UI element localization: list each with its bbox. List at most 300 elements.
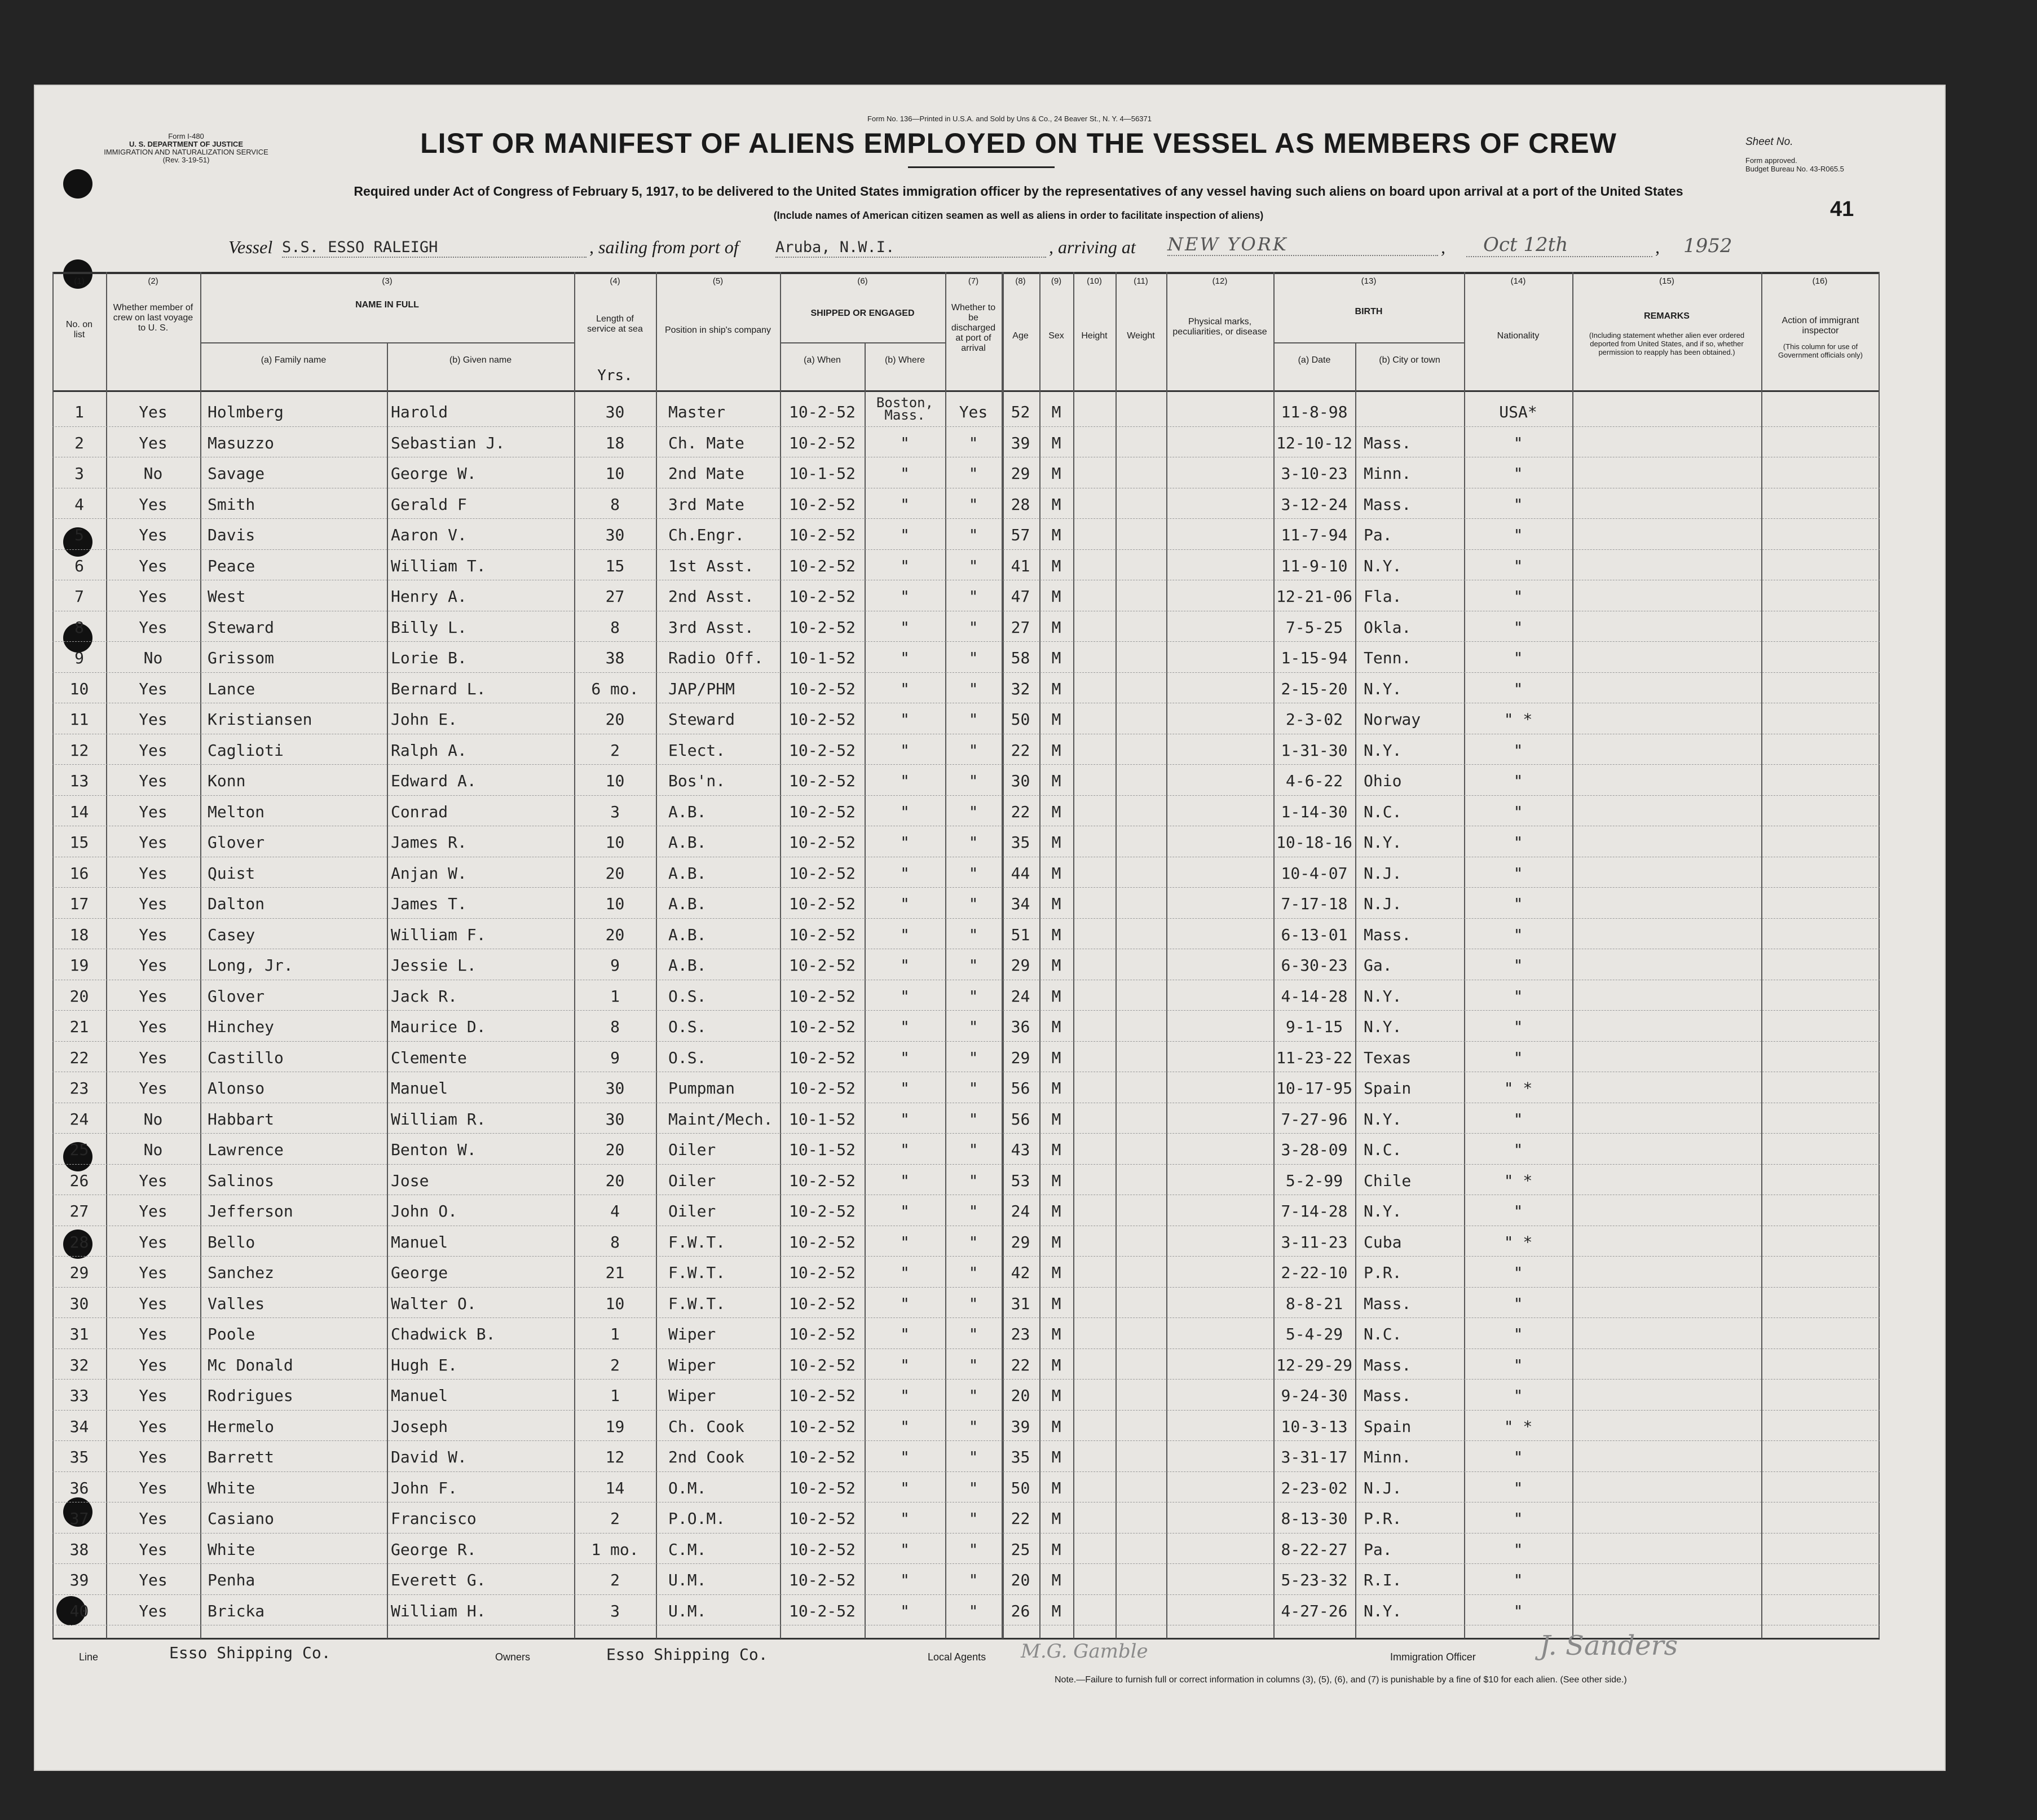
cell-service: 1: [610, 986, 620, 1006]
cell-bdate: 2-22-10: [1281, 1263, 1348, 1282]
cell-age: 56: [1011, 1109, 1030, 1129]
cell-disch: ": [968, 1417, 978, 1436]
cell-no: 18: [69, 925, 89, 944]
cell-disch: ": [968, 1263, 978, 1282]
cell-nat: ": [1513, 495, 1523, 514]
cell-no: 9: [74, 649, 84, 667]
header-shipped-engaged: SHIPPED OR ENGAGED: [810, 309, 915, 318]
row-rule: [52, 764, 1880, 765]
cell-bcity: N.Y.: [1364, 741, 1402, 760]
cell-nat: ": [1513, 464, 1523, 483]
cell-bdate: 10-17-95: [1276, 1079, 1352, 1098]
cell-bdate: 11-7-94: [1281, 526, 1348, 544]
cell-no: 37: [69, 1509, 89, 1528]
cell-given: George R.: [391, 1540, 477, 1559]
cell-age: 26: [1011, 1601, 1030, 1620]
cell-service: 12: [605, 1448, 625, 1466]
cell-prev: Yes: [139, 1540, 167, 1559]
col-number: (11): [1134, 276, 1148, 286]
cell-age: 57: [1011, 526, 1030, 544]
cell-no: 34: [69, 1417, 89, 1436]
cell-disch: ": [968, 495, 978, 514]
cell-bdate: 10-18-16: [1276, 833, 1352, 852]
cell-bdate: 6-30-23: [1281, 956, 1348, 975]
cell-position: 2nd Mate: [668, 464, 744, 483]
cell-family: Casiano: [208, 1509, 275, 1528]
cell-no: 22: [69, 1048, 89, 1067]
cell-given: Harold: [391, 403, 448, 421]
cell-when: 10-2-52: [788, 1325, 856, 1343]
cell-bdate: 8-8-21: [1285, 1294, 1343, 1313]
cell-given: Jack R.: [391, 986, 458, 1006]
cell-service: 8: [610, 618, 620, 637]
cell-bcity: Norway: [1364, 710, 1421, 729]
cell-no: 35: [69, 1448, 89, 1466]
cell-no: 28: [69, 1232, 89, 1251]
sailing-label: , sailing from port of: [589, 237, 739, 257]
header-name-in-full: NAME IN FULL: [355, 300, 419, 310]
col-number: (2): [148, 276, 158, 286]
cell-sex: M: [1051, 1140, 1061, 1159]
cell-bcity: P.R.: [1364, 1263, 1402, 1282]
col-line: [1879, 272, 1880, 1638]
cell-when: 10-2-52: [788, 1079, 856, 1098]
cell-when: 10-2-52: [788, 894, 856, 913]
cell-when: 10-2-52: [788, 1294, 856, 1313]
cell-prev: Yes: [139, 1478, 167, 1497]
cell-where: ": [900, 587, 910, 606]
cell-disch: ": [968, 526, 978, 544]
title-rule: [908, 166, 1055, 168]
cell-disch: ": [968, 1355, 978, 1374]
row-rule: [52, 1164, 1880, 1165]
cell-disch: ": [968, 1048, 978, 1067]
cell-prev: Yes: [139, 1417, 167, 1436]
cell-bcity: Texas: [1364, 1048, 1412, 1067]
cell-position: Wiper: [668, 1386, 716, 1405]
cell-where: ": [900, 526, 910, 544]
cell-service: 2: [610, 1509, 620, 1528]
cell-no: 11: [69, 710, 89, 729]
cell-given: Billy L.: [391, 618, 467, 637]
cell-given: Lorie B.: [391, 649, 467, 667]
cell-sex: M: [1051, 556, 1061, 575]
row-rule: [52, 1440, 1880, 1441]
cell-disch: ": [968, 1601, 978, 1620]
cell-family: Jefferson: [208, 1202, 293, 1220]
cell-bdate: 2-23-02: [1281, 1478, 1348, 1497]
cell-disch: ": [968, 1079, 978, 1098]
cell-family: Lawrence: [208, 1140, 284, 1159]
header-prev-voyage: Whether member of crew on last voyage to U. S.: [113, 303, 193, 333]
cell-bcity: Ohio: [1364, 772, 1402, 790]
cell-service: 27: [605, 587, 625, 606]
cell-bdate: 2-15-20: [1281, 679, 1348, 698]
cell-sex: M: [1051, 710, 1061, 729]
cell-given: Manuel: [391, 1386, 448, 1405]
cell-bcity: N.Y.: [1364, 1109, 1402, 1129]
cell-age: 35: [1011, 833, 1030, 852]
cell-no: 30: [69, 1294, 89, 1313]
cell-disch: ": [968, 1386, 978, 1405]
cell-no: 32: [69, 1355, 89, 1374]
cell-position: O.M.: [668, 1478, 707, 1497]
cell-disch: ": [968, 1202, 978, 1220]
year-field: [1683, 235, 1732, 257]
subtitle: Required under Act of Congress of February 5, 1917, to be delivered to the United States immigration officer by the representatives of any vessel having such aliens on board upon arrival at a port of the United States: [354, 184, 1683, 199]
cell-position: Wiper: [668, 1325, 716, 1343]
cell-position: Ch. Mate: [668, 433, 744, 452]
row-rule: [52, 1471, 1880, 1472]
header-yrs: Yrs.: [597, 367, 633, 384]
cell-position: A.B.: [668, 802, 707, 821]
cell-where: ": [900, 1386, 910, 1405]
cell-nat: ": [1513, 802, 1523, 821]
cell-given: Aaron V.: [391, 526, 467, 544]
cell-disch: ": [968, 1571, 978, 1589]
cell-bdate: 12-21-06: [1276, 587, 1352, 606]
cell-sex: M: [1051, 1478, 1061, 1497]
row-rule: [52, 641, 1880, 642]
cell-prev: Yes: [139, 710, 167, 729]
comma: ,: [1655, 237, 1660, 257]
cell-family: Hinchey: [208, 1017, 275, 1036]
header-physical-marks: Physical marks, peculiarities, or disease: [1172, 317, 1267, 337]
cell-position: A.B.: [668, 863, 707, 883]
cell-disch: ": [968, 1294, 978, 1313]
cell-bcity: Tenn.: [1364, 649, 1412, 667]
cell-disch: ": [968, 464, 978, 483]
cell-sex: M: [1051, 956, 1061, 975]
cell-no: 14: [69, 802, 89, 821]
cell-prev: Yes: [139, 1448, 167, 1466]
cell-position: U.M.: [668, 1601, 707, 1620]
cell-bcity: N.Y.: [1364, 1601, 1402, 1620]
cell-when: 10-2-52: [788, 925, 856, 944]
cell-nat: ": [1513, 587, 1523, 606]
cell-disch: ": [968, 679, 978, 698]
port-to: NEW YORK: [1167, 233, 1288, 255]
cell-bcity: N.Y.: [1364, 679, 1402, 698]
cell-nat: ": [1513, 1601, 1523, 1620]
cell-family: Rodrigues: [208, 1386, 293, 1405]
arrival-date-field: [1466, 233, 1652, 257]
cell-bcity: N.J.: [1364, 863, 1402, 883]
cell-age: 31: [1011, 1294, 1030, 1313]
cell-nat: " *: [1504, 1417, 1533, 1436]
cell-bcity: Spain: [1364, 1079, 1412, 1098]
cell-sex: M: [1051, 403, 1061, 421]
cell-no: 4: [74, 495, 84, 514]
cell-disch: ": [968, 741, 978, 760]
cell-sex: M: [1051, 526, 1061, 544]
cell-when: 10-2-52: [788, 679, 856, 698]
cell-age: 29: [1011, 1232, 1030, 1251]
cell-position: U.M.: [668, 1571, 707, 1589]
cell-position: Maint/Mech.: [668, 1109, 773, 1129]
cell-nat: ": [1513, 526, 1523, 544]
cell-disch: Yes: [959, 403, 988, 421]
cell-family: Poole: [208, 1325, 255, 1343]
subtitle-note: (Include names of American citizen seamen as well as aliens in order to facilitate inspection of aliens): [773, 210, 1264, 221]
cell-disch: ": [968, 956, 978, 975]
cell-when: 10-2-52: [788, 1417, 856, 1436]
cell-service: 10: [605, 772, 625, 790]
cell-bdate: 9-24-30: [1281, 1386, 1348, 1405]
cell-where: ": [900, 710, 910, 729]
cell-no: 29: [69, 1263, 89, 1282]
cell-position: 2nd Asst.: [668, 587, 754, 606]
cell-position: Pumpman: [668, 1079, 735, 1098]
cell-no: 36: [69, 1478, 89, 1497]
cell-prev: Yes: [139, 863, 167, 883]
cell-position: A.B.: [668, 833, 707, 852]
cell-nat: ": [1513, 1109, 1523, 1129]
cell-position: O.S.: [668, 1017, 707, 1036]
cell-bdate: 3-12-24: [1281, 495, 1348, 514]
col-line: [1073, 272, 1074, 1638]
cell-bdate: 10-4-07: [1281, 863, 1348, 883]
cell-sex: M: [1051, 1048, 1061, 1067]
cell-service: 20: [605, 925, 625, 944]
cell-bdate: 7-17-18: [1281, 894, 1348, 913]
cell-sex: M: [1051, 1601, 1061, 1620]
cell-disch: ": [968, 556, 978, 575]
cell-disch: ": [968, 986, 978, 1006]
cell-no: 31: [69, 1325, 89, 1343]
cell-disch: ": [968, 1017, 978, 1036]
cell-age: 50: [1011, 710, 1030, 729]
row-rule: [52, 1379, 1880, 1380]
row-rule: [52, 1041, 1880, 1042]
cell-bdate: 4-6-22: [1285, 772, 1343, 790]
col-number: (16): [1812, 276, 1828, 286]
cell-when: 10-1-52: [788, 1140, 856, 1159]
row-rule: [52, 1410, 1880, 1411]
cell-family: Steward: [208, 618, 275, 637]
row-rule: [52, 1563, 1880, 1564]
cell-disch: ": [968, 1232, 978, 1251]
cell-bcity: N.Y.: [1364, 556, 1402, 575]
cell-service: 20: [605, 1171, 625, 1190]
cell-nat: ": [1513, 956, 1523, 975]
cell-given: Clemente: [391, 1048, 467, 1067]
cell-bdate: 8-13-30: [1281, 1509, 1348, 1528]
cell-position: A.B.: [668, 956, 707, 975]
cell-bdate: 3-10-23: [1281, 464, 1348, 483]
cell-bcity: N.Y.: [1364, 986, 1402, 1006]
cell-when: 10-2-52: [788, 403, 856, 421]
cell-service: 14: [605, 1478, 625, 1497]
cell-prev: Yes: [139, 1171, 167, 1190]
cell-prev: Yes: [139, 1202, 167, 1220]
header-where: (b) Where: [884, 355, 925, 365]
cell-position: O.S.: [668, 1048, 707, 1067]
cell-prev: Yes: [139, 587, 167, 606]
cell-nat: ": [1513, 1448, 1523, 1466]
cell-where: ": [900, 649, 910, 667]
cell-family: Quist: [208, 863, 255, 883]
cell-when: 10-1-52: [788, 649, 856, 667]
cell-disch: ": [968, 710, 978, 729]
cell-given: Hugh E.: [391, 1355, 458, 1374]
cell-when: 10-2-52: [788, 863, 856, 883]
cell-no: 6: [74, 556, 84, 575]
agents-signature: M.G. Gamble: [1021, 1640, 1148, 1663]
header-bottom-rule: [52, 390, 1880, 392]
cell-when: 10-2-52: [788, 986, 856, 1006]
cell-service: 1: [610, 1386, 620, 1405]
cell-family: Bricka: [208, 1601, 265, 1620]
arrival-date: Oct 12th: [1483, 233, 1568, 256]
printer-line: Form No. 136—Printed in U.S.A. and Sold by Uns & Co., 24 Beaver St., N. Y. 4—56371: [867, 114, 1152, 123]
header-age: Age: [1012, 331, 1029, 341]
cell-where: ": [900, 1448, 910, 1466]
cell-when: 10-2-52: [788, 1202, 856, 1220]
col-number: (4): [610, 276, 620, 286]
cell-no: 12: [69, 741, 89, 760]
line-label: Line: [79, 1651, 99, 1663]
cell-sex: M: [1051, 464, 1061, 483]
col-line: [656, 272, 657, 1638]
port-to-field: [1167, 233, 1438, 256]
cell-disch: ": [968, 1509, 978, 1528]
cell-family: Bello: [208, 1232, 255, 1251]
cell-service: 2: [610, 1355, 620, 1374]
cell-prev: Yes: [139, 1294, 167, 1313]
cell-where: ": [900, 1109, 910, 1129]
cell-nat: ": [1513, 1509, 1523, 1528]
cell-bcity: Mass.: [1364, 925, 1412, 944]
col-number: (15): [1659, 276, 1674, 286]
cell-where: ": [900, 1263, 910, 1282]
cell-prev: Yes: [139, 833, 167, 852]
cell-no: 33: [69, 1386, 89, 1405]
cell-bdate: 4-14-28: [1281, 986, 1348, 1006]
cell-given: William T.: [391, 556, 486, 575]
cell-nat: ": [1513, 1202, 1523, 1220]
cell-age: 29: [1011, 956, 1030, 975]
cell-given: Manuel: [391, 1232, 448, 1251]
cell-family: Smith: [208, 495, 255, 514]
cell-nat: USA*: [1499, 403, 1537, 421]
cell-service: 30: [605, 403, 625, 421]
cell-bcity: Minn.: [1364, 464, 1412, 483]
cell-nat: " *: [1504, 710, 1533, 729]
cell-no: 5: [74, 526, 84, 544]
cell-bcity: Okla.: [1364, 618, 1412, 637]
cell-disch: ": [968, 1140, 978, 1159]
cell-where: ": [900, 1079, 910, 1098]
officer-label: Immigration Officer: [1390, 1651, 1476, 1663]
cell-bdate: 11-8-98: [1281, 403, 1348, 421]
cell-position: Oiler: [668, 1171, 716, 1190]
cell-service: 4: [610, 1202, 620, 1220]
cell-position: F.W.T.: [668, 1263, 726, 1282]
cell-prev: No: [143, 1109, 163, 1129]
cell-bcity: Pa.: [1364, 1540, 1392, 1559]
cell-when: 10-2-52: [788, 1171, 856, 1190]
cell-given: James T.: [391, 894, 467, 913]
cell-prev: Yes: [139, 986, 167, 1006]
cell-age: 58: [1011, 649, 1030, 667]
cell-prev: Yes: [139, 1355, 167, 1374]
table-top-rule: [52, 272, 1880, 274]
cell-given: Everett G.: [391, 1571, 486, 1589]
cell-given: Jessie L.: [391, 956, 477, 975]
cell-nat: ": [1513, 833, 1523, 852]
cell-no: 16: [69, 863, 89, 883]
cell-prev: Yes: [139, 1048, 167, 1067]
owners-label: Owners: [495, 1651, 531, 1663]
owners-value: Esso Shipping Co.: [606, 1645, 768, 1664]
cell-when: 10-2-52: [788, 1355, 856, 1374]
cell-when: 10-2-52: [788, 1232, 856, 1251]
cell-sex: M: [1051, 1017, 1061, 1036]
cell-disch: ": [968, 433, 978, 452]
cell-when: 10-2-52: [788, 618, 856, 637]
cell-family: Dalton: [208, 894, 265, 913]
cell-age: 22: [1011, 741, 1030, 760]
cell-nat: ": [1513, 1386, 1523, 1405]
arriving-label: , arriving at: [1049, 237, 1136, 257]
officer-signature: J. Sanders: [1540, 1630, 1678, 1662]
cell-age: 34: [1011, 894, 1030, 913]
cell-given: George: [391, 1263, 448, 1282]
budget-bureau: Budget Bureau No. 43-R065.5: [1745, 165, 1844, 173]
cell-nat: ": [1513, 925, 1523, 944]
cell-prev: Yes: [139, 894, 167, 913]
cell-bdate: 12-29-29: [1276, 1355, 1352, 1374]
cell-family: Peace: [208, 556, 255, 575]
cell-disch: ": [968, 863, 978, 883]
cell-given: Ralph A.: [391, 741, 467, 760]
cell-given: Bernard L.: [391, 679, 486, 698]
cell-where: ": [900, 679, 910, 698]
cell-when: 10-2-52: [788, 1048, 856, 1067]
cell-sex: M: [1051, 1571, 1061, 1589]
cell-family: Caglioti: [208, 741, 284, 760]
cell-bcity: Spain: [1364, 1417, 1412, 1436]
cell-service: 8: [610, 1232, 620, 1251]
cell-when: 10-2-52: [788, 1601, 856, 1620]
cell-family: Barrett: [208, 1448, 275, 1466]
cell-prev: Yes: [139, 802, 167, 821]
cell-disch: ": [968, 618, 978, 637]
cell-no: 20: [69, 986, 89, 1006]
cell-bcity: R.I.: [1364, 1571, 1402, 1589]
cell-bcity: Mass.: [1364, 1355, 1412, 1374]
cell-nat: ": [1513, 649, 1523, 667]
cell-disch: ": [968, 925, 978, 944]
col-line: [1572, 272, 1573, 1638]
cell-bdate: 5-23-32: [1281, 1571, 1348, 1589]
cell-when: 10-1-52: [788, 1109, 856, 1129]
header-position: Position in ship's company: [664, 325, 771, 335]
cell-bdate: 11-9-10: [1281, 556, 1348, 575]
cell-age: 25: [1011, 1540, 1030, 1559]
cell-bdate: 10-3-13: [1281, 1417, 1348, 1436]
cell-age: 42: [1011, 1263, 1030, 1282]
header-height: Height: [1081, 331, 1108, 341]
row-rule: [52, 1287, 1880, 1288]
header-birth-city: (b) City or town: [1379, 355, 1440, 365]
cell-age: 20: [1011, 1386, 1030, 1405]
crew-table: [52, 272, 1880, 1638]
cell-given: Edward A.: [391, 772, 477, 790]
cell-disch: ": [968, 649, 978, 667]
cell-service: 30: [605, 1079, 625, 1098]
